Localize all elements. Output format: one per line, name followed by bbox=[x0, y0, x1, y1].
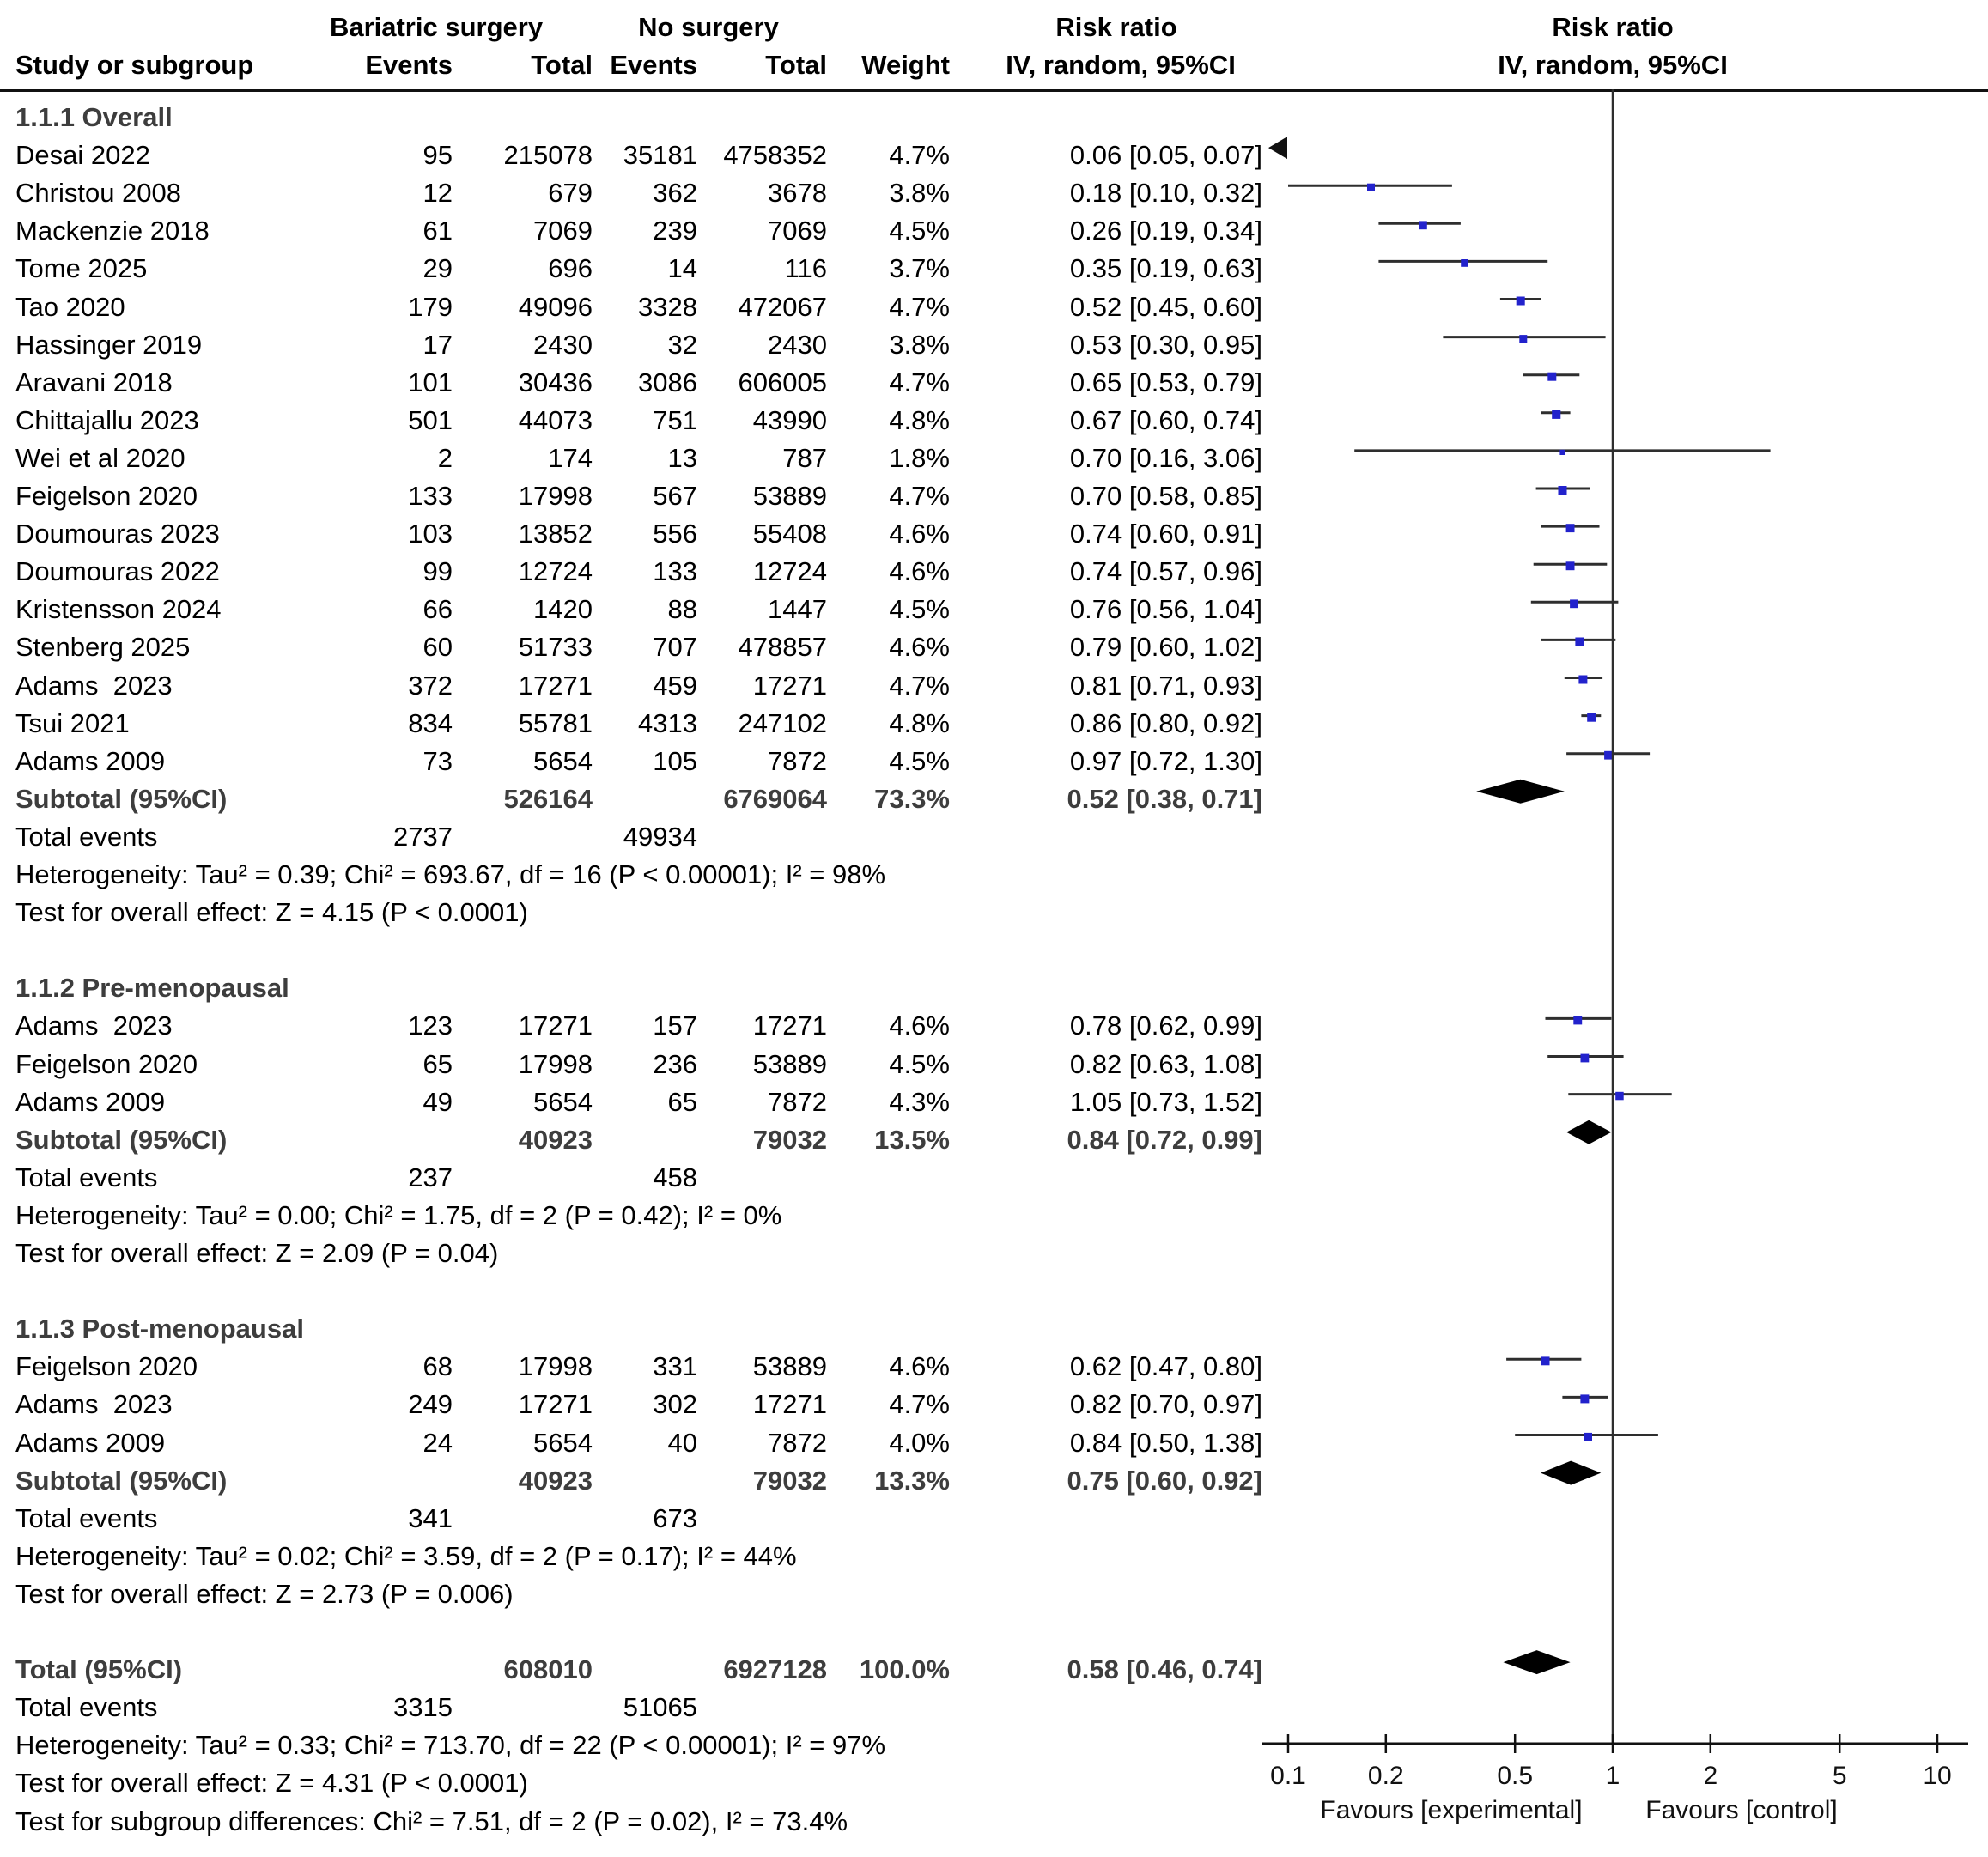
events-surgery: 341 bbox=[408, 1502, 453, 1533]
x-axis-tick-label: 5 bbox=[1832, 1762, 1847, 1790]
point-estimate-square bbox=[1584, 1433, 1592, 1441]
events-control: 51065 bbox=[623, 1692, 697, 1723]
study-name: Subtotal (95%CI) bbox=[15, 783, 228, 814]
section-title bbox=[0, 99, 1288, 137]
weight: 4.6% bbox=[889, 1351, 950, 1382]
weight: 13.3% bbox=[874, 1465, 950, 1496]
weight: 4.7% bbox=[889, 481, 950, 511]
events-control: 236 bbox=[653, 1048, 697, 1079]
risk-ratio-ci: 0.52 [0.45, 0.60] bbox=[1069, 291, 1262, 322]
total-surgery: 40923 bbox=[518, 1465, 593, 1496]
weight: 3.8% bbox=[889, 178, 950, 209]
events-surgery: 49 bbox=[423, 1086, 453, 1117]
study-name: 1.1.2 Pre-menopausal bbox=[15, 973, 289, 1004]
total-control: 7069 bbox=[768, 215, 827, 246]
events-surgery: 133 bbox=[408, 481, 453, 511]
weight: 4.5% bbox=[889, 215, 950, 246]
x-axis-tick-label: 2 bbox=[1703, 1762, 1718, 1790]
events-control: 13 bbox=[667, 442, 697, 473]
point-estimate-square bbox=[1519, 335, 1527, 343]
weight: 4.6% bbox=[889, 632, 950, 663]
risk-ratio-ci: 0.76 [0.56, 1.04] bbox=[1069, 594, 1262, 625]
events-control: 35181 bbox=[623, 140, 697, 171]
events-control: 751 bbox=[653, 404, 697, 435]
total-diamond bbox=[1504, 1650, 1571, 1674]
study-name: Adams 2023 bbox=[15, 670, 173, 701]
risk-ratio-ci: 0.26 [0.19, 0.34] bbox=[1069, 215, 1262, 246]
risk-ratio-ci: 0.74 [0.60, 0.91] bbox=[1069, 519, 1262, 549]
total-control: 7872 bbox=[768, 1086, 827, 1117]
total-surgery: 17998 bbox=[518, 1351, 593, 1382]
total-control: 55408 bbox=[752, 519, 827, 549]
weight: 4.8% bbox=[889, 404, 950, 435]
study-name: Adams 2023 bbox=[15, 1010, 173, 1041]
weight: 1.8% bbox=[889, 442, 950, 473]
study-name: Doumouras 2023 bbox=[15, 519, 220, 549]
overall-effect-note bbox=[0, 1235, 1288, 1272]
study-name: Aravani 2018 bbox=[15, 367, 173, 397]
events-surgery: 24 bbox=[423, 1427, 453, 1458]
total-surgery: 1420 bbox=[533, 594, 593, 625]
study-name: Christou 2008 bbox=[15, 178, 182, 209]
events-surgery: 95 bbox=[423, 140, 453, 171]
total-surgery: 17998 bbox=[518, 1048, 593, 1079]
events-control: 49934 bbox=[623, 821, 697, 852]
point-estimate-square bbox=[1559, 450, 1565, 455]
events-control: 105 bbox=[653, 745, 697, 776]
study-name: Subtotal (95%CI) bbox=[15, 1124, 228, 1155]
risk-ratio-ci: 0.62 [0.47, 0.80] bbox=[1069, 1351, 1262, 1382]
risk-ratio-header-left: Risk ratio bbox=[1055, 12, 1177, 42]
events-surgery: 3315 bbox=[393, 1692, 453, 1723]
point-estimate-square bbox=[1615, 1092, 1624, 1101]
section-title bbox=[0, 1310, 1288, 1348]
point-estimate-square bbox=[1575, 638, 1584, 646]
risk-ratio-ci: 0.97 [0.72, 1.30] bbox=[1069, 745, 1262, 776]
total-surgery: 696 bbox=[548, 253, 593, 284]
heterogeneity-note bbox=[0, 856, 1288, 894]
total-control: 472067 bbox=[738, 291, 827, 322]
total-surgery: 49096 bbox=[518, 291, 593, 322]
weight: 73.3% bbox=[874, 783, 950, 814]
events-surgery: 501 bbox=[408, 404, 453, 435]
risk-ratio-ci: 0.81 [0.71, 0.93] bbox=[1069, 670, 1262, 701]
total-surgery: 17998 bbox=[518, 481, 593, 511]
study-row bbox=[0, 212, 1288, 250]
total-surgery: 679 bbox=[548, 178, 593, 209]
risk-ratio-ci: 0.82 [0.70, 0.97] bbox=[1069, 1389, 1262, 1420]
point-estimate-square bbox=[1604, 751, 1613, 760]
heterogeneity-note bbox=[0, 1538, 1288, 1575]
study-name: Heterogeneity: Tau² = 0.39; Chi² = 693.67, df = 16 (P < 0.00001); I² = 98% bbox=[15, 859, 886, 889]
weight: 4.0% bbox=[889, 1427, 950, 1458]
risk-ratio-ci: 0.86 [0.80, 0.92] bbox=[1069, 707, 1262, 738]
events-control: 458 bbox=[653, 1162, 697, 1192]
point-estimate-square bbox=[1547, 373, 1556, 381]
method-column-header-right: IV, random, 95%CI bbox=[1498, 50, 1728, 80]
risk-ratio-ci: 0.53 [0.30, 0.95] bbox=[1069, 329, 1262, 360]
study-name: 1.1.3 Post-menopausal bbox=[15, 1314, 304, 1344]
study-row bbox=[0, 1348, 1288, 1386]
point-estimate-square bbox=[1541, 1356, 1550, 1365]
events-surgery: 834 bbox=[408, 707, 453, 738]
subtotal-diamond bbox=[1476, 780, 1565, 804]
study-name: Wei et al 2020 bbox=[15, 442, 185, 473]
x-axis-tick-label: 10 bbox=[1923, 1762, 1952, 1790]
total-surgery: 51733 bbox=[518, 632, 593, 663]
events-surgery: 99 bbox=[423, 556, 453, 587]
subtotal-row bbox=[0, 1121, 1288, 1159]
study-row bbox=[0, 137, 1288, 174]
weight: 3.8% bbox=[889, 329, 950, 360]
study-row bbox=[0, 402, 1288, 440]
favours-left-label: Favours [experimental] bbox=[1320, 1796, 1583, 1824]
total-surgery: 608010 bbox=[503, 1654, 593, 1685]
study-name: Mackenzie 2018 bbox=[15, 215, 210, 246]
events-control: 14 bbox=[667, 253, 697, 284]
events-surgery: 66 bbox=[423, 594, 453, 625]
events-control: 707 bbox=[653, 632, 697, 663]
total-surgery: 526164 bbox=[503, 783, 593, 814]
weight: 4.7% bbox=[889, 367, 950, 397]
favours-right-label: Favours [control] bbox=[1645, 1796, 1838, 1824]
total-control: 53889 bbox=[752, 481, 827, 511]
study-row bbox=[0, 628, 1288, 666]
study-row bbox=[0, 591, 1288, 628]
study-column-header: Study or subgroup bbox=[15, 50, 254, 80]
study-name: 1.1.1 Overall bbox=[15, 102, 173, 132]
total-surgery: 12724 bbox=[518, 556, 593, 587]
group2-header: No surgery bbox=[638, 12, 779, 42]
study-name: Test for overall effect: Z = 2.09 (P = 0.04) bbox=[15, 1238, 499, 1268]
study-row bbox=[0, 1386, 1288, 1423]
total-control: 7872 bbox=[768, 745, 827, 776]
total-surgery: 40923 bbox=[518, 1124, 593, 1155]
events-surgery: 73 bbox=[423, 745, 453, 776]
weight: 4.7% bbox=[889, 140, 950, 171]
point-estimate-square bbox=[1517, 297, 1525, 306]
total-control: 2430 bbox=[768, 329, 827, 360]
study-name: Adams 2009 bbox=[15, 1427, 166, 1458]
point-estimate-square bbox=[1552, 410, 1560, 419]
study-name: Test for overall effect: Z = 4.31 (P < 0.0001) bbox=[15, 1768, 528, 1799]
total-control: 7872 bbox=[768, 1427, 827, 1458]
total-control: 606005 bbox=[738, 367, 827, 397]
point-estimate-square bbox=[1461, 259, 1468, 267]
study-row bbox=[0, 1424, 1288, 1462]
events-surgery: 65 bbox=[423, 1048, 453, 1079]
total-surgery: 13852 bbox=[518, 519, 593, 549]
risk-ratio-ci: 1.05 [0.73, 1.52] bbox=[1069, 1086, 1262, 1117]
weight: 4.7% bbox=[889, 291, 950, 322]
weight-column-header: Weight bbox=[861, 50, 950, 80]
total-control: 6927128 bbox=[723, 1654, 827, 1685]
events-surgery: 12 bbox=[423, 178, 453, 209]
events-surgery: 103 bbox=[408, 519, 453, 549]
total-surgery: 17271 bbox=[518, 1389, 593, 1420]
events-surgery: 29 bbox=[423, 253, 453, 284]
study-row bbox=[0, 440, 1288, 477]
study-row bbox=[0, 364, 1288, 402]
study-row bbox=[0, 1007, 1288, 1045]
events-control: 133 bbox=[653, 556, 697, 587]
events-surgery: 2 bbox=[437, 442, 453, 473]
risk-ratio-ci: 0.82 [0.63, 1.08] bbox=[1069, 1048, 1262, 1079]
point-estimate-square bbox=[1581, 1054, 1590, 1063]
events-surgery: 237 bbox=[408, 1162, 453, 1192]
study-name: Adams 2023 bbox=[15, 1389, 173, 1420]
weight: 3.7% bbox=[889, 253, 950, 284]
study-name: Feigelson 2020 bbox=[15, 1351, 198, 1382]
risk-ratio-ci: 0.67 [0.60, 0.74] bbox=[1069, 404, 1262, 435]
events-surgery: 123 bbox=[408, 1010, 453, 1041]
study-row bbox=[0, 1083, 1288, 1121]
total-surgery: 7069 bbox=[533, 215, 593, 246]
study-name: Tome 2025 bbox=[15, 253, 148, 284]
weight: 4.5% bbox=[889, 745, 950, 776]
total-surgery: 55781 bbox=[518, 707, 593, 738]
x-axis-tick-label: 0.2 bbox=[1367, 1762, 1404, 1790]
total-control: 787 bbox=[782, 442, 827, 473]
subtotal-diamond bbox=[1541, 1461, 1601, 1485]
total1-column-header: Total bbox=[531, 50, 593, 80]
total-surgery: 215078 bbox=[503, 140, 593, 171]
point-estimate-square bbox=[1587, 713, 1596, 722]
events-control: 40 bbox=[667, 1427, 697, 1458]
events-surgery: 179 bbox=[408, 291, 453, 322]
events-surgery: 60 bbox=[423, 632, 453, 663]
events-surgery: 61 bbox=[423, 215, 453, 246]
events-control: 459 bbox=[653, 670, 697, 701]
risk-ratio-ci: 0.78 [0.62, 0.99] bbox=[1069, 1010, 1262, 1041]
events-control: 556 bbox=[653, 519, 697, 549]
study-name: Test for overall effect: Z = 4.15 (P < 0.0001) bbox=[15, 897, 528, 928]
events-control: 567 bbox=[653, 481, 697, 511]
study-row bbox=[0, 250, 1288, 288]
total-surgery: 2430 bbox=[533, 329, 593, 360]
total-surgery: 5654 bbox=[533, 745, 593, 776]
subtotal-row bbox=[0, 780, 1288, 818]
study-name: Desai 2022 bbox=[15, 140, 150, 171]
study-name: Heterogeneity: Tau² = 0.00; Chi² = 1.75, df = 2 (P = 0.42); I² = 0% bbox=[15, 1199, 782, 1230]
events-control: 302 bbox=[653, 1389, 697, 1420]
total-control: 6769064 bbox=[723, 783, 827, 814]
total-control: 116 bbox=[784, 253, 827, 284]
events-control: 331 bbox=[653, 1351, 697, 1382]
point-estimate-square bbox=[1580, 1394, 1589, 1403]
risk-ratio-ci: 0.74 [0.57, 0.96] bbox=[1069, 556, 1262, 587]
study-name: Heterogeneity: Tau² = 0.02; Chi² = 3.59, df = 2 (P = 0.17); I² = 44% bbox=[15, 1540, 797, 1571]
total-control: 17271 bbox=[752, 1010, 827, 1041]
risk-ratio-ci: 0.84 [0.50, 1.38] bbox=[1069, 1427, 1262, 1458]
study-name: Doumouras 2022 bbox=[15, 556, 220, 587]
study-row bbox=[0, 288, 1288, 326]
section-title bbox=[0, 969, 1288, 1007]
total-control: 247102 bbox=[738, 707, 827, 738]
total-control: 17271 bbox=[752, 1389, 827, 1420]
subtotal-row bbox=[0, 1462, 1288, 1500]
x-axis-tick-label: 0.5 bbox=[1497, 1762, 1534, 1790]
events-control: 4313 bbox=[638, 707, 697, 738]
total-surgery: 5654 bbox=[533, 1427, 593, 1458]
risk-ratio-ci: 0.75 [0.60, 0.92] bbox=[1067, 1465, 1262, 1496]
overall-effect-note bbox=[0, 894, 1288, 932]
overall-effect-note bbox=[0, 1764, 1288, 1802]
total-control: 17271 bbox=[752, 670, 827, 701]
total-row bbox=[0, 1651, 1288, 1689]
total-events-row bbox=[0, 818, 1288, 856]
point-estimate-square bbox=[1566, 524, 1575, 532]
events-control: 362 bbox=[653, 178, 697, 209]
weight: 4.7% bbox=[889, 1389, 950, 1420]
events-control: 157 bbox=[653, 1010, 697, 1041]
total-surgery: 44073 bbox=[518, 404, 593, 435]
overall-effect-note bbox=[0, 1575, 1288, 1613]
study-row bbox=[0, 174, 1288, 212]
weight: 4.3% bbox=[889, 1086, 950, 1117]
method-column-header-left: IV, random, 95%CI bbox=[1006, 50, 1236, 80]
risk-ratio-ci: 0.65 [0.53, 0.79] bbox=[1069, 367, 1262, 397]
study-name: Kristensson 2024 bbox=[15, 594, 222, 625]
total-control: 43990 bbox=[752, 404, 827, 435]
events-surgery: 249 bbox=[408, 1389, 453, 1420]
study-name: Total (95%CI) bbox=[15, 1654, 183, 1685]
events-control: 673 bbox=[653, 1502, 697, 1533]
events-surgery: 101 bbox=[408, 367, 453, 397]
events-control: 239 bbox=[653, 215, 697, 246]
weight: 4.7% bbox=[889, 670, 950, 701]
study-name: Feigelson 2020 bbox=[15, 1048, 198, 1079]
total-surgery: 17271 bbox=[518, 1010, 593, 1041]
study-name: Test for subgroup differences: Chi² = 7.51, df = 2 (P = 0.02), I² = 73.4% bbox=[15, 1805, 848, 1836]
events-surgery: 68 bbox=[423, 1351, 453, 1382]
heterogeneity-note bbox=[0, 1727, 1288, 1764]
study-name: Adams 2009 bbox=[15, 1086, 166, 1117]
study-row bbox=[0, 515, 1288, 553]
total-control: 4758352 bbox=[723, 140, 827, 171]
point-estimate-square bbox=[1367, 184, 1375, 191]
total-control: 12724 bbox=[752, 556, 827, 587]
study-row bbox=[0, 1046, 1288, 1083]
events-control: 65 bbox=[667, 1086, 697, 1117]
study-name: Tsui 2021 bbox=[15, 707, 130, 738]
weight: 4.5% bbox=[889, 1048, 950, 1079]
study-name: Stenberg 2025 bbox=[15, 632, 191, 663]
study-name: Hassinger 2019 bbox=[15, 329, 203, 360]
total-events-row bbox=[0, 1500, 1288, 1538]
study-name: Tao 2020 bbox=[15, 291, 125, 322]
total-control: 3678 bbox=[768, 178, 827, 209]
total-surgery: 174 bbox=[548, 442, 593, 473]
weight: 100.0% bbox=[859, 1654, 950, 1685]
risk-ratio-ci: 0.18 [0.10, 0.32] bbox=[1069, 178, 1262, 209]
total-control: 79032 bbox=[752, 1124, 827, 1155]
x-axis-tick-label: 1 bbox=[1605, 1762, 1620, 1790]
study-name: Adams 2009 bbox=[15, 745, 166, 776]
group1-header: Bariatric surgery bbox=[329, 12, 544, 42]
total-control: 478857 bbox=[738, 632, 827, 663]
point-estimate-square bbox=[1573, 1016, 1582, 1025]
events-control: 32 bbox=[667, 329, 697, 360]
risk-ratio-ci: 0.79 [0.60, 1.02] bbox=[1069, 632, 1262, 663]
risk-ratio-ci: 0.52 [0.38, 0.71] bbox=[1067, 783, 1262, 814]
total-surgery: 17271 bbox=[518, 670, 593, 701]
study-row bbox=[0, 705, 1288, 743]
risk-ratio-ci: 0.84 [0.72, 0.99] bbox=[1067, 1124, 1262, 1155]
events-control: 88 bbox=[667, 594, 697, 625]
study-row bbox=[0, 743, 1288, 780]
study-name: Total events bbox=[15, 1502, 158, 1533]
subgroup-differences-note bbox=[0, 1803, 1288, 1841]
study-row bbox=[0, 477, 1288, 515]
events-surgery: 2737 bbox=[393, 821, 453, 852]
events-control: 3086 bbox=[638, 367, 697, 397]
total-events-row bbox=[0, 1159, 1288, 1197]
weight: 4.5% bbox=[889, 594, 950, 625]
subtotal-diamond bbox=[1566, 1120, 1611, 1144]
risk-ratio-ci: 0.70 [0.16, 3.06] bbox=[1069, 442, 1262, 473]
study-name: Test for overall effect: Z = 2.73 (P = 0.006) bbox=[15, 1578, 514, 1609]
risk-ratio-ci: 0.06 [0.05, 0.07] bbox=[1069, 140, 1262, 171]
point-estimate-square bbox=[1578, 676, 1587, 684]
events-surgery: 372 bbox=[408, 670, 453, 701]
weight: 13.5% bbox=[874, 1124, 950, 1155]
study-name: Heterogeneity: Tau² = 0.33; Chi² = 713.70, df = 22 (P < 0.00001); I² = 97% bbox=[15, 1730, 886, 1761]
total2-column-header: Total bbox=[765, 50, 827, 80]
total-control: 79032 bbox=[752, 1465, 827, 1496]
study-name: Total events bbox=[15, 821, 158, 852]
total-surgery: 5654 bbox=[533, 1086, 593, 1117]
point-estimate-square bbox=[1566, 561, 1575, 570]
point-estimate-square bbox=[1559, 486, 1567, 495]
study-row bbox=[0, 326, 1288, 364]
study-name: Subtotal (95%CI) bbox=[15, 1465, 228, 1496]
study-name: Feigelson 2020 bbox=[15, 481, 198, 511]
study-name: Chittajallu 2023 bbox=[15, 404, 199, 435]
total-surgery: 30436 bbox=[518, 367, 593, 397]
study-row bbox=[0, 553, 1288, 591]
total-events-row bbox=[0, 1689, 1288, 1727]
study-row bbox=[0, 667, 1288, 705]
risk-ratio-ci: 0.70 [0.58, 0.85] bbox=[1069, 481, 1262, 511]
x-axis-tick-label: 0.1 bbox=[1270, 1762, 1306, 1790]
heterogeneity-note bbox=[0, 1197, 1288, 1235]
risk-ratio-ci: 0.35 [0.19, 0.63] bbox=[1069, 253, 1262, 284]
point-estimate-square bbox=[1570, 599, 1578, 608]
total-control: 1447 bbox=[768, 594, 827, 625]
weight: 4.6% bbox=[889, 1010, 950, 1041]
events-control: 3328 bbox=[638, 291, 697, 322]
risk-ratio-header-right: Risk ratio bbox=[1552, 12, 1674, 42]
events2-column-header: Events bbox=[610, 50, 697, 80]
study-name: Total events bbox=[15, 1692, 158, 1723]
weight: 4.6% bbox=[889, 519, 950, 549]
study-name: Total events bbox=[15, 1162, 158, 1192]
weight: 4.8% bbox=[889, 707, 950, 738]
risk-ratio-ci: 0.58 [0.46, 0.74] bbox=[1067, 1654, 1262, 1685]
events-surgery: 17 bbox=[423, 329, 453, 360]
events1-column-header: Events bbox=[365, 50, 453, 80]
total-control: 53889 bbox=[752, 1048, 827, 1079]
point-estimate-square bbox=[1419, 221, 1427, 229]
weight: 4.6% bbox=[889, 556, 950, 587]
header-rule bbox=[0, 89, 1988, 92]
total-control: 53889 bbox=[752, 1351, 827, 1382]
